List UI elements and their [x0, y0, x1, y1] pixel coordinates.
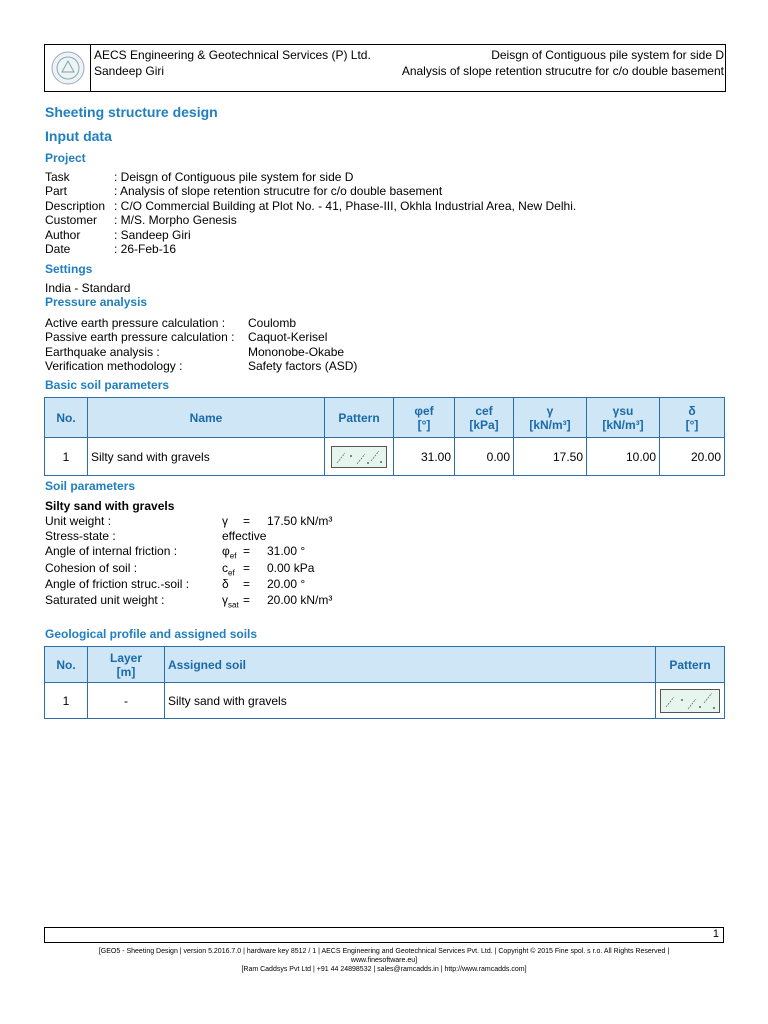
header-author: Sandeep Giri: [94, 64, 165, 78]
cell-assigned-soil: Silty sand with gravels: [165, 683, 656, 719]
geo-profile-heading: Geological profile and assigned soils: [45, 627, 258, 641]
header-part: Analysis of slope retention strucutre for c/o double basement: [401, 64, 724, 78]
cell-no: 1: [45, 683, 88, 719]
pressure-value: Coulomb: [248, 316, 297, 330]
param-label: Saturated unit weight :: [45, 593, 165, 607]
soil-params-heading: Soil parameters: [45, 479, 136, 493]
param-eq: =: [243, 561, 251, 575]
project-label: Task: [45, 170, 70, 184]
table-header-row: [45, 647, 725, 683]
param-symbol-text: δ: [222, 577, 229, 591]
pressure-label: Verification methodology :: [45, 359, 183, 373]
soil-pattern-icon: [660, 689, 720, 713]
param-symbol-sub: ef: [228, 568, 235, 578]
param-label: Angle of friction struc.-soil :: [45, 577, 190, 591]
basic-soil-table: [44, 397, 725, 476]
param-symbol: [222, 593, 239, 609]
footer-line: www.finesoftware.eu]: [350, 957, 418, 964]
col-layer-unit: [m]: [116, 664, 136, 679]
pressure-value: Mononobe-Okabe: [248, 345, 345, 359]
project-value: : 26-Feb-16: [114, 242, 177, 256]
param-symbol: [222, 561, 235, 577]
col-phi: [394, 398, 455, 438]
param-symbol-text: c: [222, 561, 228, 575]
input-data-heading: Input data: [45, 128, 112, 144]
col-no: No.: [45, 647, 88, 683]
param-eq: =: [243, 514, 251, 528]
settings-value: India - Standard: [45, 281, 131, 295]
project-value: : M/S. Morpho Genesis: [114, 213, 237, 227]
soil-name: Silty sand with gravels: [45, 499, 175, 513]
settings-heading: Settings: [45, 262, 93, 276]
col-gsu-label: γsu: [612, 403, 634, 418]
col-name: Name: [88, 398, 325, 438]
project-value: : Sandeep Giri: [114, 228, 191, 242]
company-name: AECS Engineering & Geotechnical Services (P) Ltd.: [94, 48, 371, 62]
cell-gamma: 17.50: [514, 438, 587, 476]
col-delta: [660, 398, 725, 438]
col-assigned-soil: Assigned soil: [165, 647, 656, 683]
project-value: : Analysis of slope retention strucutre for c/o double basement: [114, 184, 443, 198]
document-header: [44, 44, 726, 92]
project-value: : Deisgn of Contiguous pile system for side D: [114, 170, 354, 184]
project-label: Author: [45, 228, 81, 242]
col-gamma-unit: [kN/m³]: [529, 417, 571, 432]
header-task: Deisgn of Contiguous pile system for side D: [491, 48, 724, 62]
col-phi-label: φef: [414, 403, 434, 418]
page-number: 1: [712, 928, 719, 940]
col-pattern: Pattern: [656, 647, 725, 683]
logo-box: [45, 45, 91, 91]
col-pattern: Pattern: [325, 398, 394, 438]
page-title: Sheeting structure design: [45, 104, 218, 120]
pressure-heading: Pressure analysis: [45, 295, 148, 309]
project-value: : C/O Commercial Building at Plot No. - 41, Phase-III, Okhla Industrial Area, New Delhi.: [114, 199, 577, 213]
param-symbol-sub: sat: [228, 600, 239, 610]
col-delta-label: δ: [688, 403, 696, 418]
geo-profile-table: [44, 646, 725, 719]
col-phi-unit: [°]: [417, 417, 431, 432]
page-number-box: [44, 927, 724, 943]
param-label: Unit weight :: [45, 514, 112, 528]
pressure-label: Passive earth pressure calculation :: [45, 330, 235, 344]
param-symbol-text: γ: [222, 593, 228, 607]
table-header-row: [45, 398, 725, 438]
param-eq: =: [243, 593, 251, 607]
param-value: 17.50 kN/m³: [267, 514, 333, 528]
col-c-unit: [kPa]: [469, 417, 499, 432]
col-gsu: [587, 398, 660, 438]
soil-pattern-icon: [331, 446, 387, 468]
param-value: 0.00 kPa: [267, 561, 315, 575]
pressure-label: Earthquake analysis :: [45, 345, 160, 359]
param-symbol-sub: ef: [229, 551, 237, 561]
param-label: Stress-state :: [45, 529, 116, 543]
cell-c: 0.00: [455, 438, 514, 476]
cell-gsu: 10.00: [587, 438, 660, 476]
col-gamma-label: γ: [546, 403, 554, 418]
param-value: 31.00 °: [267, 544, 306, 558]
cell-no: 1: [45, 438, 88, 476]
param-symbol: [222, 577, 229, 593]
col-gamma: [514, 398, 587, 438]
project-label: Customer: [45, 213, 98, 227]
param-label: Angle of internal friction :: [45, 544, 178, 558]
cell-name: Silty sand with gravels: [88, 438, 325, 476]
cell-layer: -: [88, 683, 165, 719]
project-label: Part: [45, 184, 68, 198]
param-eq: =: [243, 544, 251, 558]
param-symbol-text: γ: [222, 514, 228, 528]
param-label: Cohesion of soil :: [45, 561, 138, 575]
param-symbol-text: φ: [222, 544, 230, 558]
pressure-label: Active earth pressure calculation :: [45, 316, 226, 330]
param-symbol: [222, 529, 266, 545]
cell-phi: 31.00: [394, 438, 455, 476]
project-label: Date: [45, 242, 71, 256]
table-row: [45, 683, 725, 719]
col-c-label: cef: [475, 403, 493, 418]
col-c: [455, 398, 514, 438]
param-value: 20.00 °: [267, 577, 306, 591]
cell-pattern: [656, 683, 725, 719]
basic-soil-heading: Basic soil parameters: [45, 378, 170, 392]
col-no: No.: [45, 398, 88, 438]
cell-pattern: [325, 438, 394, 476]
param-symbol: [222, 544, 236, 560]
footer-line: [Ram Caddsys Pvt Ltd | +91 44 24898532 | sales@ramcadds.in | http://www.ramcadds.com]: [241, 966, 527, 973]
cell-delta: 20.00: [660, 438, 725, 476]
param-symbol: [222, 514, 228, 530]
col-layer: [88, 647, 165, 683]
project-label: Description: [45, 199, 106, 213]
pressure-value: Caquot-Kerisel: [248, 330, 328, 344]
project-heading: Project: [45, 151, 86, 165]
param-eq: =: [243, 577, 251, 591]
table-row: [45, 438, 725, 476]
footer-line: [GEO5 - Sheeting Design | version 5.2016.7.0 | hardware key 8512 / 1 | AECS Engineering and Geotechnical Services Pvt. Ltd. | Copyright © 2015 Fine spol. s r.o. All Rights Reserved |: [98, 948, 670, 955]
company-logo-icon: [50, 50, 86, 86]
param-symbol-text: effective: [222, 529, 267, 543]
col-gsu-unit: [kN/m³]: [602, 417, 644, 432]
col-delta-unit: [°]: [685, 417, 699, 432]
param-value: 20.00 kN/m³: [267, 593, 333, 607]
pressure-value: Safety factors (ASD): [248, 359, 358, 373]
col-layer-label: Layer: [109, 650, 143, 665]
